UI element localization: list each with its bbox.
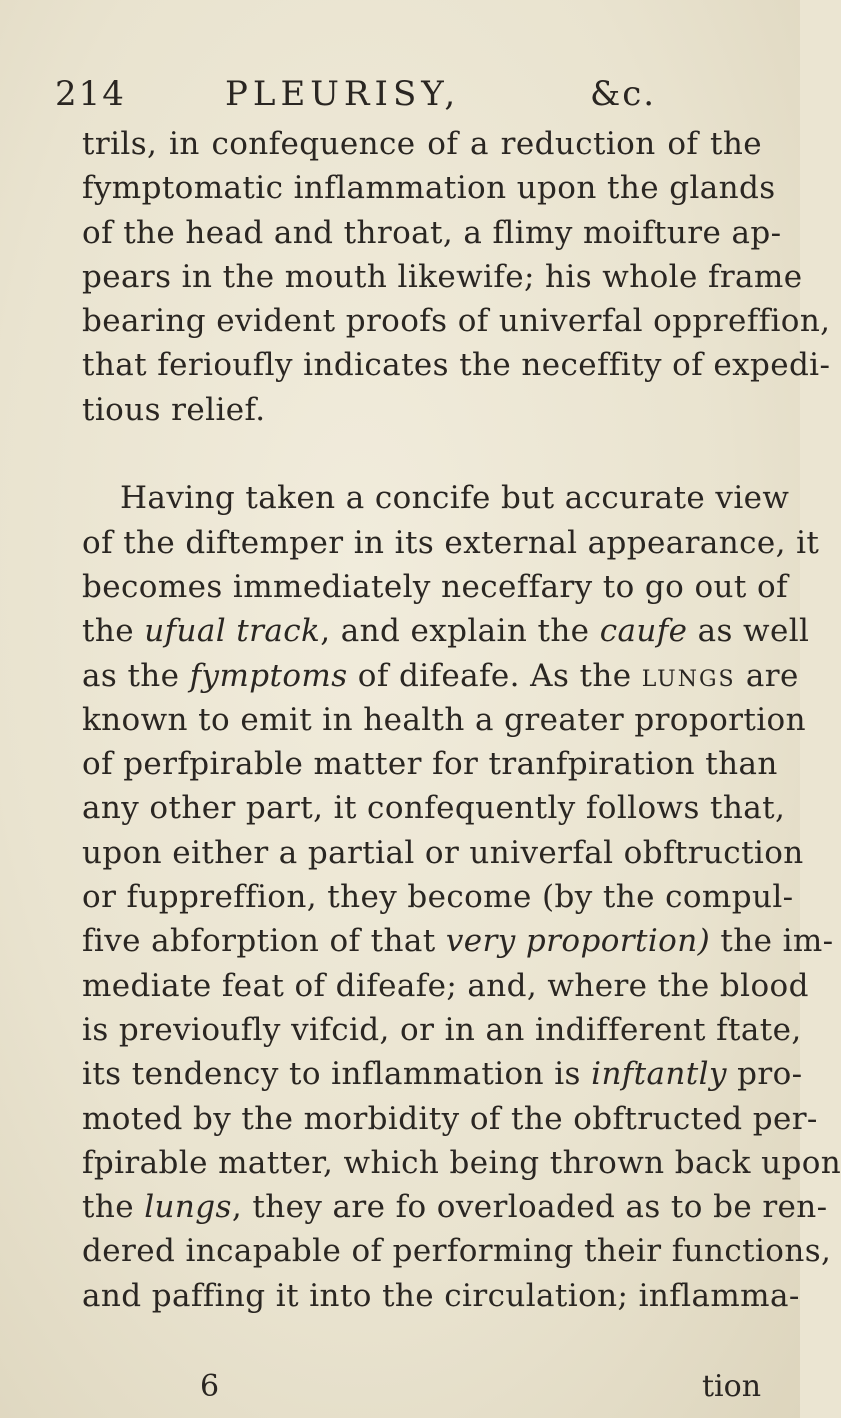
text-line: mediate feat of difeafe; and, where the blood [82, 967, 809, 1004]
text-run: five abforption of that [82, 923, 446, 960]
text-line [82, 609, 810, 653]
page-number: 214 [55, 74, 126, 114]
text-line [82, 1185, 828, 1229]
running-header [55, 70, 755, 118]
text-line: known to emit in health a greater proportion [82, 701, 806, 738]
text-line: of the head and throat, a flimy moifture ap- [82, 214, 782, 251]
text-run: as the [82, 657, 190, 694]
running-title-etc: &c. [590, 74, 657, 114]
italic-text: inftantly [591, 1056, 727, 1093]
text-run: are [735, 657, 799, 694]
italic-text: ufual track [144, 613, 321, 650]
text-line: becomes immediately neceffary to go out of [82, 568, 788, 605]
signature-mark: 6 [200, 1369, 220, 1404]
text-run: of difeafe. As the [347, 657, 642, 694]
text-line: pears in the mouth likewife; his whole frame [82, 258, 803, 295]
text-run: the [82, 1189, 145, 1226]
running-title: PLEURISY, [225, 74, 461, 114]
paragraph-gap [82, 432, 762, 476]
text-line [82, 919, 834, 963]
catchword: tion [702, 1369, 762, 1404]
text-line: dered incapable of performing their functions, [82, 1233, 832, 1270]
text-line: any other part, it confequently follows that, [82, 790, 786, 827]
text-line: is previoufly vifcid, or in an indifferent ftate, [82, 1011, 802, 1048]
text-line: bearing evident proofs of univerfal oppreffion, [82, 303, 831, 340]
text-line: moted by the morbidity of the obftructed per- [82, 1100, 818, 1137]
text-run: , they are fo overloaded as to be ren- [231, 1189, 828, 1226]
text-line: upon either a partial or univerfal obftruction [82, 834, 804, 871]
italic-text: lungs [144, 1189, 232, 1226]
text-line: that ferioufly indicates the neceffity of expedi- [82, 347, 831, 384]
text-line: of perfpirable matter for tranfpiration than [82, 746, 778, 783]
body-text [82, 122, 841, 1318]
italic-text: caufe [599, 613, 688, 650]
text-run: as well [687, 613, 810, 650]
text-line [82, 1052, 803, 1096]
text-line: Having taken a concife but accurate view [120, 480, 790, 517]
text-line: of the diftemper in its external appearance, it [82, 524, 820, 561]
text-line [82, 654, 799, 698]
text-run: pro- [726, 1056, 803, 1093]
text-line: or fuppreffion, they become (by the compul- [82, 879, 794, 916]
text-run: , and explain the [320, 613, 600, 650]
text-line: and paffing it into the circulation; inflamma- [82, 1277, 800, 1314]
small-caps-text: lungs [641, 657, 736, 694]
text-line: tious relief. [82, 391, 266, 428]
italic-text: very proportion) [445, 923, 711, 960]
text-run: the im- [710, 923, 834, 960]
text-run: its tendency to inflammation is [82, 1056, 592, 1093]
text-line: fpirable matter, which being thrown back upon [82, 1144, 841, 1181]
italic-text: fymptoms [189, 657, 348, 694]
text-line: trils, in confequence of a reduction of the [82, 126, 762, 162]
text-run: the [82, 613, 145, 650]
text-line: fymptomatic inflammation upon the glands [82, 170, 776, 207]
